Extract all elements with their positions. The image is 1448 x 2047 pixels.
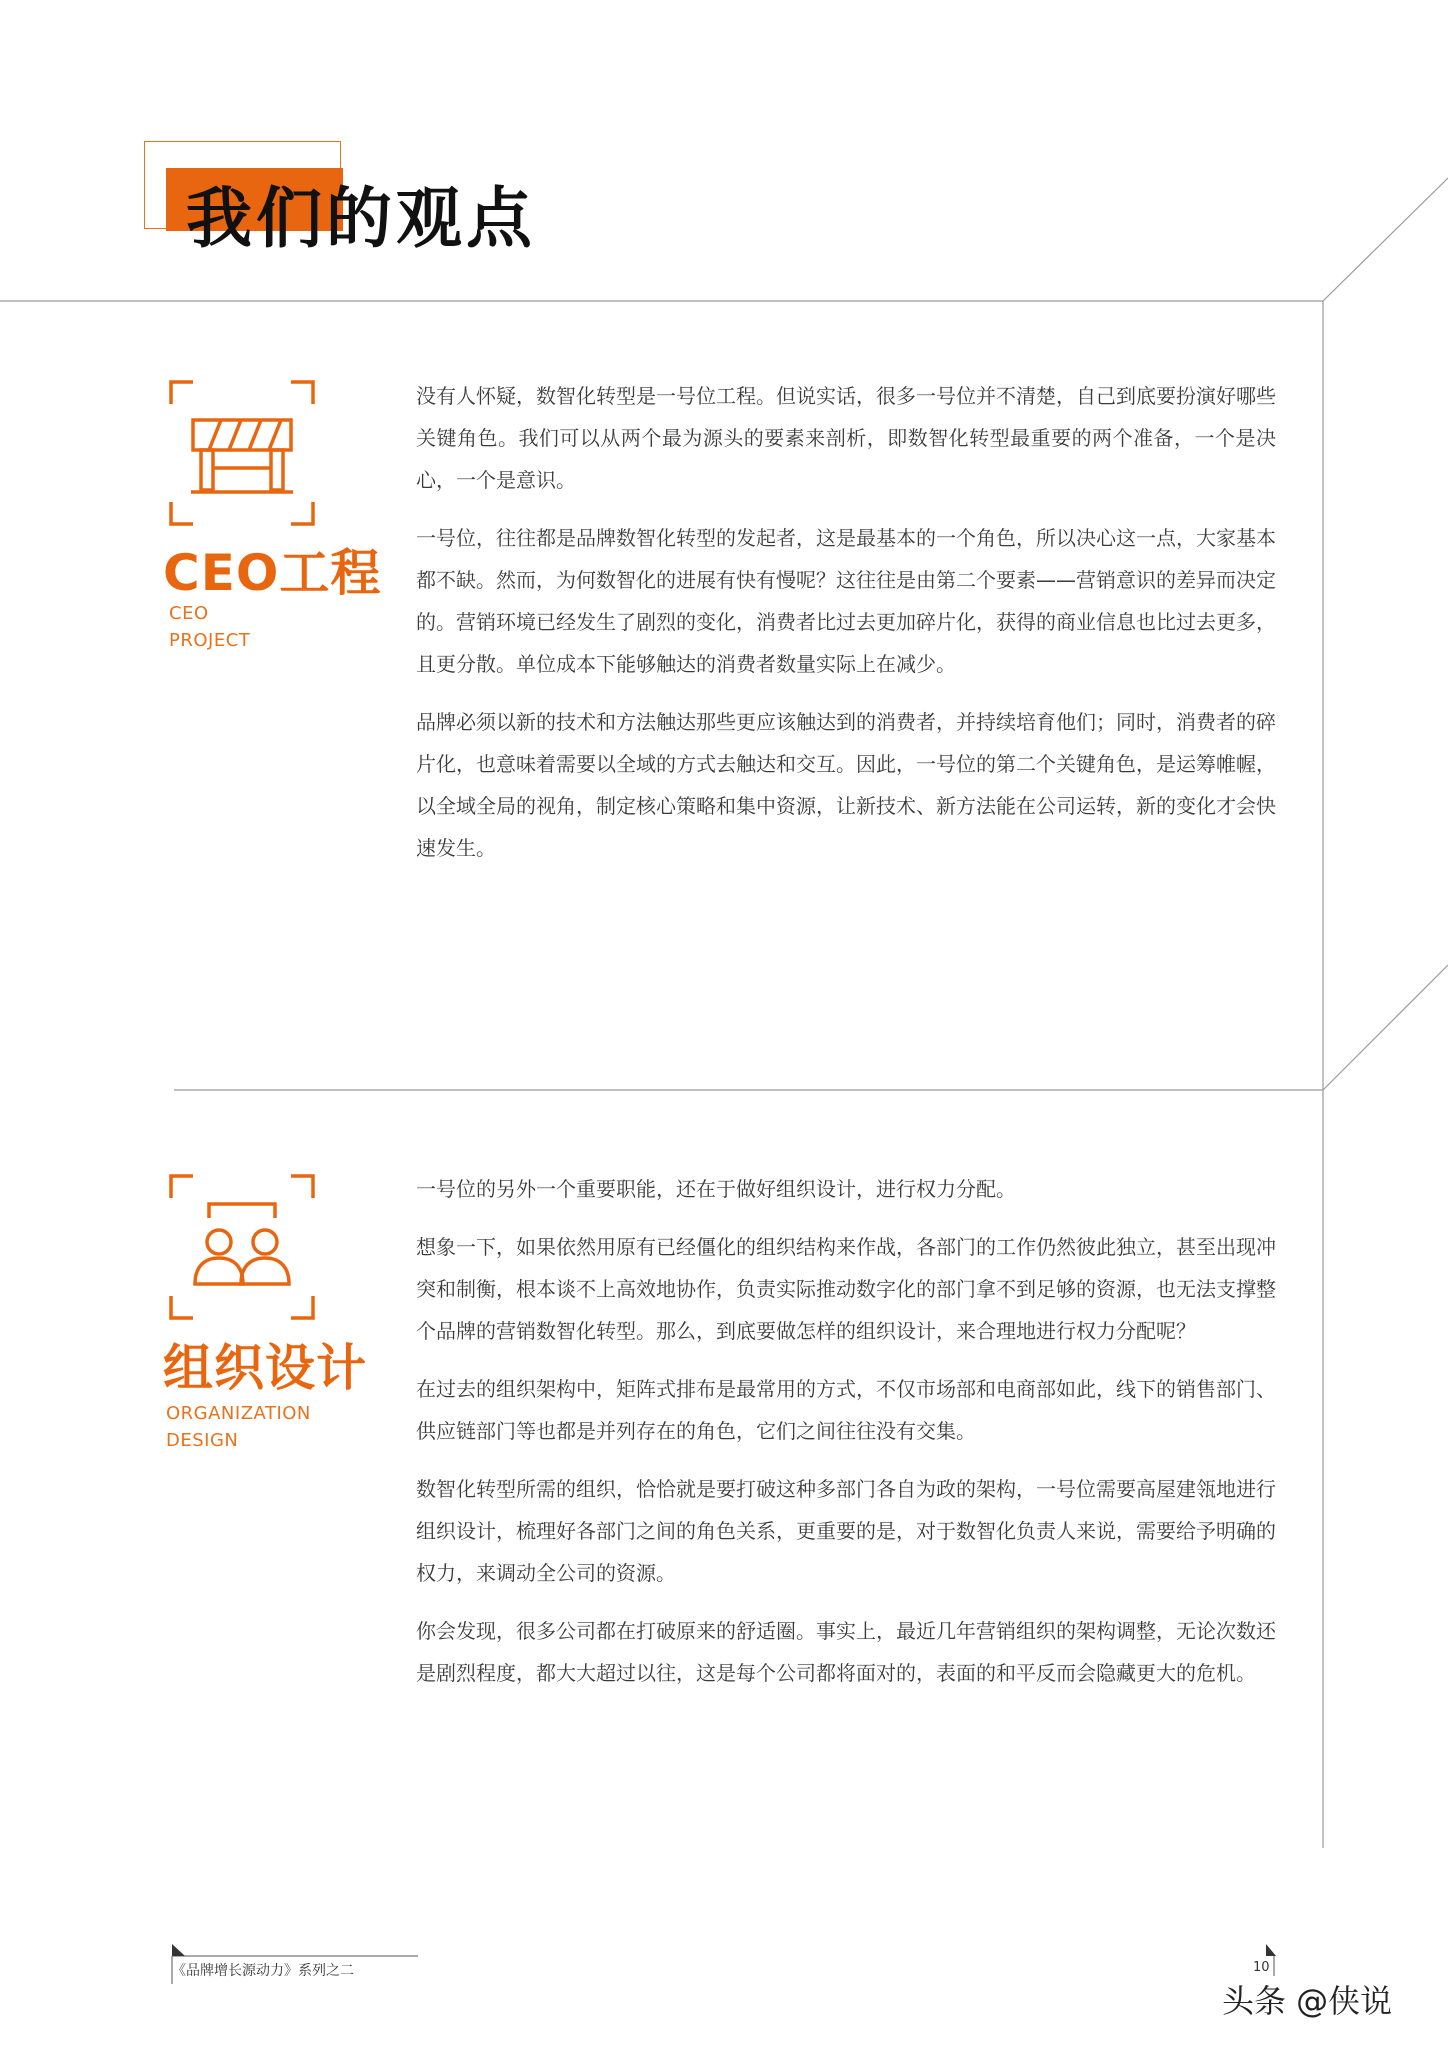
section-subtitle [166, 1400, 311, 1454]
paragraph: 在过去的组织架构中，矩阵式排布是最常用的方式，不仅市场部和电商部如此，线下的销售部门、供应链部门等也都是并列存在的角色，它们之间往往没有交集。 [416, 1377, 1276, 1443]
paragraph: 你会发现，很多公司都在打破原来的舒适圈。事实上，最近几年营销组织的架构调整，无论次数还是剧烈程度，都大大超过以往，这是每个公司都将面对的，表面的和平反而会隐藏更大的危机。 [416, 1619, 1276, 1685]
paragraph: 一号位的另外一个重要职能，还在于做好组织设计，进行权力分配。 [416, 1177, 1016, 1201]
section-body [416, 375, 1276, 885]
page-title: 我们的观点 [186, 180, 536, 257]
subtitle-line: DESIGN [166, 1430, 239, 1451]
paragraph: 没有人怀疑，数智化转型是一号位工程。但说实话，很多一号位并不清楚，自己到底要扮演好哪些关键角色。我们可以从两个最为源头的要素来剖析，即数智化转型最重要的两个准备，一个是决心，一个是意识。 [416, 384, 1276, 492]
paragraph: 想象一下，如果依然用原有已经僵化的组织结构来作战，各部门的工作仍然彼此独立，甚至出现冲突和制衡，根本谈不上高效地协作，负责实际推动数字化的部门拿不到足够的资源，也无法支撑整个品牌的营销数智化转型。那么，到底要做怎样的组织设计，来合理地进行权力分配呢？ [416, 1235, 1276, 1343]
paragraph: 一号位，往往都是品牌数智化转型的发起者，这是最基本的一个角色，所以决心这一点，大家基本都不缺。然而，为何数智化的进展有快有慢呢？这往往是由第二个要素——营销意识的差异而决定的。营销环境已经发生了剧烈的变化，消费者比过去更加碎片化，获得的商业信息也比过去更多，且更分散。单位成本下能够触达的消费者数量实际上在减少。 [416, 526, 1276, 676]
section-body [416, 1168, 1276, 1710]
section-title: 组织设计 [163, 1339, 367, 1397]
footer-series-title: 《品牌增长源动力》系列之二 [172, 1963, 354, 1979]
road-barrier-icon [169, 380, 315, 526]
team-members-icon [169, 1174, 315, 1320]
paragraph: 数智化转型所需的组织，恰恰就是要打破这种多部门各自为政的架构，一号位需要高屋建瓴地进行组织设计，梳理好各部门之间的角色关系，更重要的是，对于数智化负责人来说，需要给予明确的权力，来调动全公司的资源。 [416, 1477, 1276, 1585]
section-subtitle: CEO PROJECT [169, 603, 251, 651]
section-title: CEO工程 [163, 544, 382, 602]
paragraph: 品牌必须以新的技术和方法触达那些更应该触达到的消费者，并持续培育他们；同时，消费者的碎片化，也意味着需要以全域的方式去触达和交互。因此，一号位的第二个关键角色，是运筹帷幄，以全域全局的视角，制定核心策略和集中资源，让新技术、新方法能在公司运转，新的变化才会快速发生。 [416, 710, 1276, 860]
watermark: 头条 @侠说 [1222, 1982, 1393, 2020]
page-number: 10 [1253, 1960, 1270, 1975]
subtitle-line: ORGANIZATION [166, 1403, 311, 1424]
